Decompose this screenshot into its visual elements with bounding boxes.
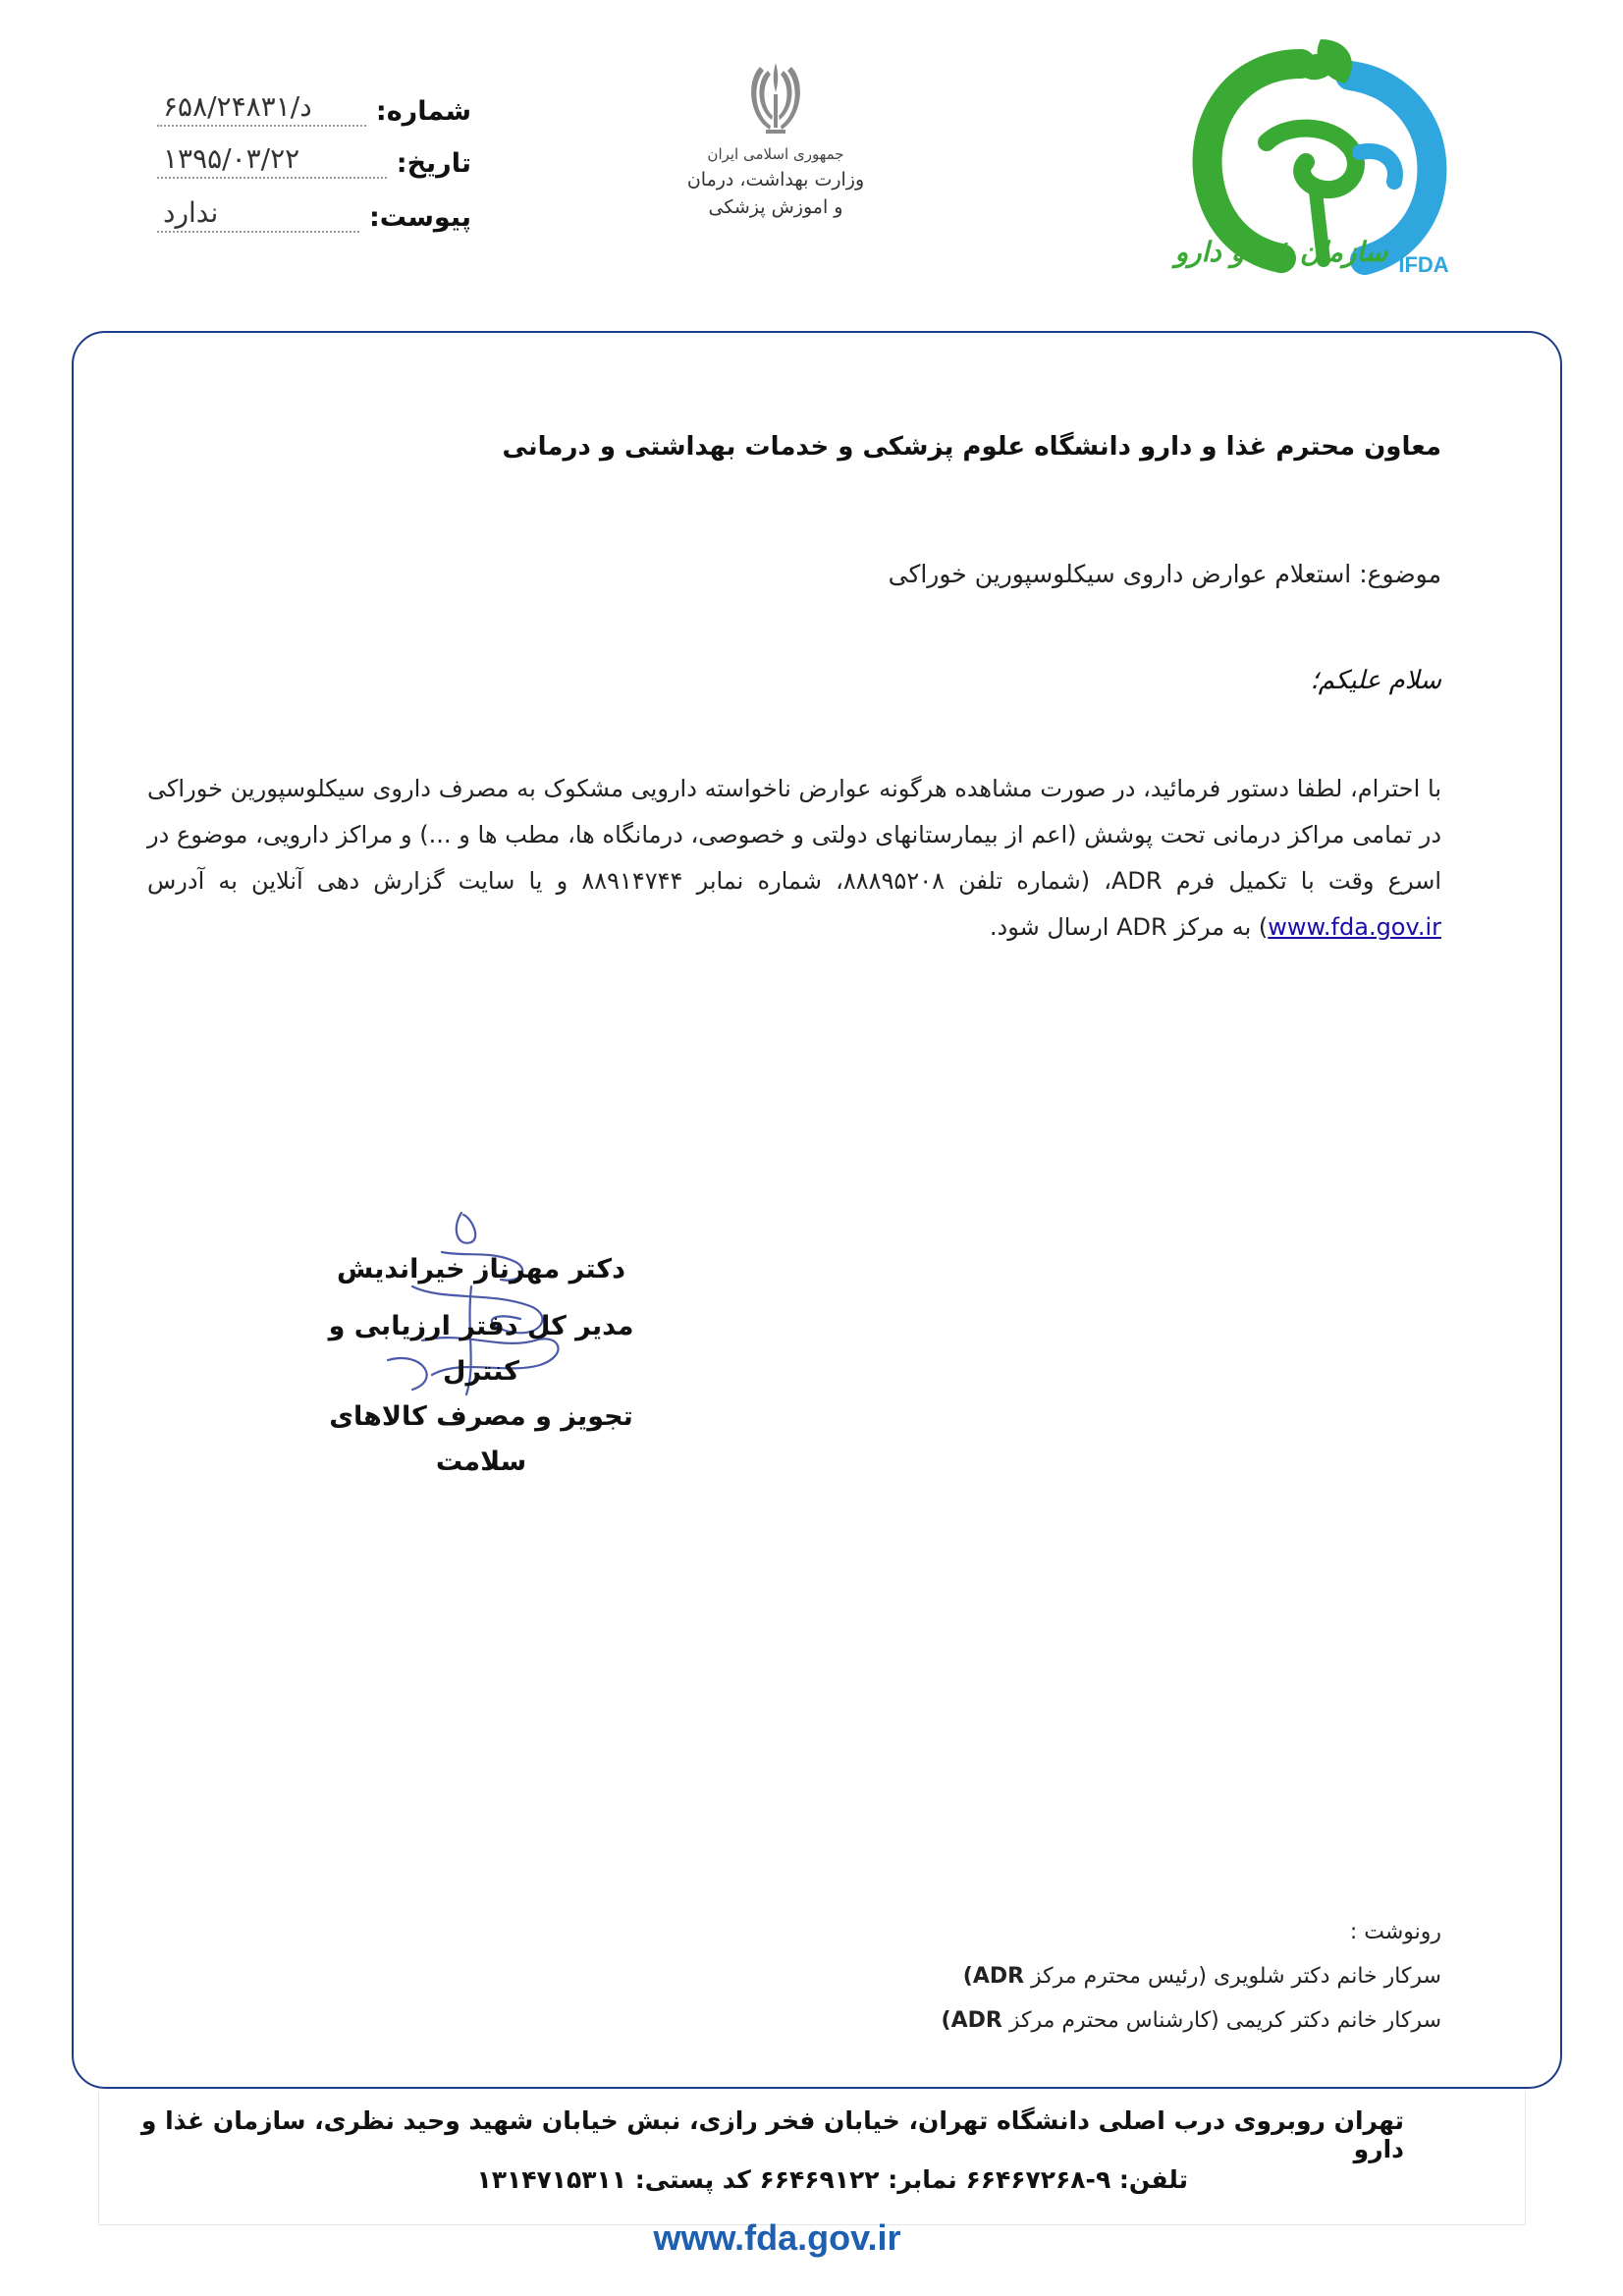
letter-body-text: با احترام، لطفا دستور فرمائید، در صورت مشاهده هرگونه عوارض ناخواسته دارویی مشکوک به مصرف داروی سیکلوسپورین خوراکی در تمامی مراکز درمانی تحت پوشش (اعم از بیمارستانهای دولتی و خصوصی، درمانگاه ها، مطب ها و ...) و مراکز دارویی، موضوع در اسرع وقت با تکمیل فرم ADR، (شماره تلفن ۸۸۸۹۵۲۰۸، شماره نمابر ۸۸۹۱۴۷۴۴ و یا سایت گزارش دهی آنلاین به آدرس	[147, 775, 1441, 895]
letter-recipient: معاون محترم غذا و دارو دانشگاه علوم پزشکی و خدمات بهداشتی و درمانی	[502, 432, 1441, 462]
footer-contact: تلفن: ۹-۶۶۴۶۷۲۶۸ نمابر: ۶۶۴۶۹۱۲۲ کد پستی: ۱۳۱۴۷۱۵۳۱۱	[476, 2165, 1188, 2194]
letter-attachment-row	[157, 190, 471, 233]
letter-greeting: سلام علیکم؛	[1310, 666, 1441, 695]
ministry-block	[628, 59, 923, 218]
signature-block	[295, 1247, 668, 1485]
letter-date-label: تاریخ:	[396, 148, 471, 179]
footer-address: تهران روبروی درب اصلی دانشگاه تهران، خیابان فخر رازی، نبش خیابان شهید وحید نظری، سازمان غذا و دارو	[140, 2106, 1404, 2163]
cc-recipient-1	[754, 1954, 1441, 1998]
cc-heading: رونوشت :	[1349, 1920, 1441, 1944]
letter-subject: موضوع: استعلام عوارض داروی سیکلوسپورین خوراکی	[888, 560, 1441, 588]
signatory-name: دکتر مهرناز خیراندیش	[337, 1254, 625, 1285]
letter-date-value: ۱۳۹۵/۰۳/۲۲	[157, 142, 387, 179]
cc-recipient-2	[754, 1998, 1441, 2043]
letter-number-value: ۶۵۸/۲۴۸۳۱/د	[157, 90, 366, 127]
cc-recipient-2-text: سرکار خانم دکتر کریمی (کارشناس محترم مرکز	[1008, 2008, 1441, 2033]
letter-body-closing: ) به مرکز ADR ارسال شود.	[989, 913, 1269, 941]
ifda-logo	[1149, 25, 1522, 300]
ifda-logo-text: سازمان غذا و دارو	[1174, 236, 1388, 268]
ifda-logo-abbr: IFDA	[1398, 252, 1449, 277]
cc-recipient-1-adr: ADR)	[962, 1964, 1025, 1989]
letter-attachment-label: پیوست:	[368, 202, 471, 233]
letter-number-label: شماره:	[375, 96, 471, 127]
ministry-country-text: جمهوری اسلامی ایران	[707, 145, 844, 163]
signatory-title-line1: مدیر کل دفتر ارزیابی و کنترل	[328, 1311, 634, 1387]
cc-recipient-2-adr: ADR)	[941, 2008, 1002, 2033]
letter-date-row	[157, 136, 471, 179]
ministry-name-line2: و اموزش پزشکی	[708, 196, 843, 218]
letter-attachment-value: ندارد	[157, 196, 359, 233]
ministry-name-line1: وزارت بهداشت، درمان	[686, 169, 865, 191]
footer-website[interactable]: www.fda.gov.ir	[653, 2217, 901, 2258]
adr-website-link[interactable]: www.fda.gov.ir	[1268, 913, 1441, 941]
iran-emblem-icon	[746, 59, 805, 136]
cc-block	[754, 1910, 1441, 2043]
signatory-title-line2: تجویز و مصرف کالاهای سلامت	[329, 1401, 633, 1477]
letter-body	[147, 766, 1441, 951]
letter-number-row	[157, 83, 471, 127]
cc-recipient-1-text: سرکار خانم دکتر شلویری (رئیس محترم مرکز	[1031, 1964, 1441, 1989]
